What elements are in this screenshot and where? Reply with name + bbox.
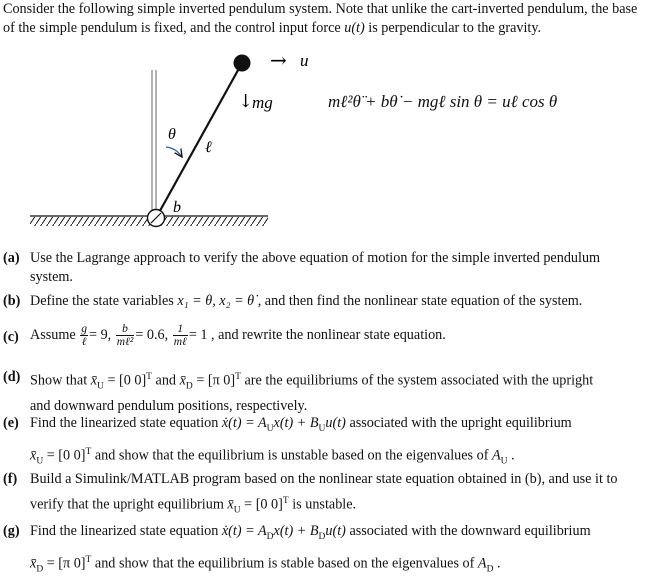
intro-line2b: is perpendicular to the gravity.	[364, 20, 542, 36]
question-d-xbar-downward: x̄	[179, 372, 186, 389]
question-g-sub1: D	[266, 531, 274, 542]
question-g	[3, 522, 667, 579]
intro-input-symbol: u(t)	[344, 20, 365, 36]
question-f	[3, 470, 667, 521]
question-a	[3, 249, 667, 287]
fraction-b-numerator: b	[116, 323, 135, 336]
question-f-text1: Build a Simulink/MATLAB program based on the nonlinear state equation obtained in (b), and use it to	[30, 471, 618, 487]
question-g-math: ẋ(t) = A	[221, 523, 267, 539]
question-e-xbar-sub: U	[36, 456, 44, 467]
question-d-upright-value: = [0 0]	[103, 372, 147, 389]
question-e-line2	[30, 443, 667, 472]
question-f-post2: is unstable.	[288, 496, 357, 513]
question-g-sub2: D	[318, 531, 326, 542]
question-e-label: (e)	[3, 415, 19, 431]
question-g-matrix-a: A	[477, 555, 487, 572]
pendulum-figure	[0, 44, 672, 234]
question-c-value2: = 0.6,	[135, 326, 172, 343]
question-e-end: .	[507, 447, 515, 464]
question-g-xbar: x̄	[30, 555, 37, 572]
question-f-transpose: T	[282, 496, 289, 506]
question-g-line2-post: and show that the equilibrium is stable based on the eigenvalues of	[91, 555, 478, 572]
question-e-pre: Find the linearized state equation	[30, 415, 222, 431]
question-d-transpose-1: T	[146, 372, 152, 382]
fraction-1-numerator: 1	[173, 323, 188, 336]
question-d-transpose-2: T	[235, 372, 241, 382]
question-b-post: and then find the nonlinear state equation of the system.	[261, 293, 583, 309]
question-e-xbar-value: = [0 0]	[43, 447, 86, 464]
question-e-math: ẋ(t) = A	[221, 415, 267, 431]
fraction-1-denominator: mℓ	[173, 336, 187, 348]
fraction-g-over-l	[80, 323, 88, 348]
question-e-math3: u(t)	[325, 415, 346, 431]
angle-arc	[166, 147, 182, 157]
question-a-text2: system.	[30, 269, 73, 285]
force-label: u	[300, 51, 309, 70]
question-b-math: x₁ = θ, x₂ = θ̇ ,	[177, 293, 262, 309]
question-c	[3, 323, 667, 348]
question-d-post: are the equilibriums of the system associated with the upright	[240, 372, 594, 389]
question-d-sub-d: D	[185, 381, 193, 392]
question-d-pre: Show that	[30, 372, 91, 389]
question-g-math3: u(t)	[325, 523, 346, 539]
force-arrow-icon: →	[270, 48, 287, 72]
question-a-text1: Use the Lagrange approach to verify the above equation of motion for the simple inverted pendulum	[30, 250, 601, 266]
question-g-end: .	[493, 555, 501, 572]
question-d-sub-u: U	[97, 381, 104, 392]
question-c-post: , and rewrite the nonlinear state equation.	[207, 326, 446, 343]
question-c-pre: Assume	[30, 326, 80, 343]
length-label: ℓ	[205, 137, 212, 156]
question-e-transpose: T	[85, 446, 92, 457]
fraction-b-denominator: mℓ²	[116, 336, 134, 348]
question-e-math2: x(t) + B	[273, 415, 319, 431]
question-g-pre: Find the linearized state equation	[30, 523, 222, 539]
question-f-xbar: x̄	[227, 496, 234, 513]
question-c-value3: = 1	[188, 326, 208, 343]
question-g-xbar-value: = [π 0]	[43, 555, 86, 572]
question-e-line2-post: and show that the equilibrium is unstable based on the eigenvalues of	[91, 447, 492, 464]
question-d	[3, 368, 667, 416]
question-b-pre: Define the state variables	[30, 293, 178, 309]
question-a-label: (a)	[3, 250, 20, 266]
question-f-xbar-value: = [0 0]	[240, 496, 283, 513]
question-e-sub1: U	[266, 423, 274, 434]
question-f-xbar-sub: U	[233, 505, 241, 516]
damping-label: b	[173, 199, 181, 216]
fraction-g-denominator: ℓ	[81, 336, 87, 348]
question-g-math2: x(t) + B	[273, 523, 319, 539]
angle-label: θ	[168, 126, 176, 143]
pendulum-diagram	[0, 44, 672, 234]
question-e-matrix-a-sub: U	[500, 456, 508, 467]
question-f-pre2: verify that the upright equilibrium	[30, 496, 228, 513]
question-b-label: (b)	[3, 293, 21, 309]
problem-intro	[3, 0, 667, 38]
question-g-xbar-sub: D	[36, 564, 44, 575]
question-e	[3, 414, 667, 471]
question-d-mid: and	[151, 372, 180, 389]
question-d-label: (d)	[3, 369, 21, 385]
weight-label: mg	[252, 93, 273, 112]
pendulum-bob	[234, 55, 251, 72]
question-f-label: (f)	[3, 471, 18, 487]
question-g-matrix-a-sub: D	[486, 564, 494, 575]
question-c-label: (c)	[3, 329, 19, 345]
question-e-matrix-a: A	[492, 447, 501, 464]
fraction-g-numerator: g	[81, 323, 88, 335]
question-d-downward-value: = [π 0]	[192, 372, 236, 389]
intro-line2a: of the simple pendulum is fixed, and the control input force	[3, 20, 345, 36]
question-d-xbar-upright: x̄	[90, 372, 98, 389]
fraction-b-over-ml2	[116, 323, 135, 348]
question-c-value1: = 9,	[89, 326, 115, 343]
question-g-post: associated with the downward equilibrium	[345, 523, 591, 539]
weight-arrow-icon: ↓	[238, 91, 254, 112]
question-f-line2	[30, 492, 667, 521]
question-g-label: (g)	[3, 523, 20, 539]
question-e-post: associated with the upright equilibrium	[345, 415, 572, 431]
question-e-xbar: x̄	[30, 447, 37, 464]
equation-of-motion: mℓ²θ̈ + bθ̇ − mgℓ sin θ = uℓ cos θ	[328, 92, 558, 111]
question-b	[3, 292, 667, 311]
fraction-1-over-ml	[173, 323, 188, 348]
question-d-text2: and downward pendulum positions, respectively.	[30, 397, 308, 414]
question-e-sub2: U	[318, 423, 326, 434]
intro-line1: Consider the following simple inverted pendulum system. Note that unlike the cart-inverted pendulum, the base	[3, 1, 638, 17]
question-g-transpose: T	[85, 554, 92, 565]
